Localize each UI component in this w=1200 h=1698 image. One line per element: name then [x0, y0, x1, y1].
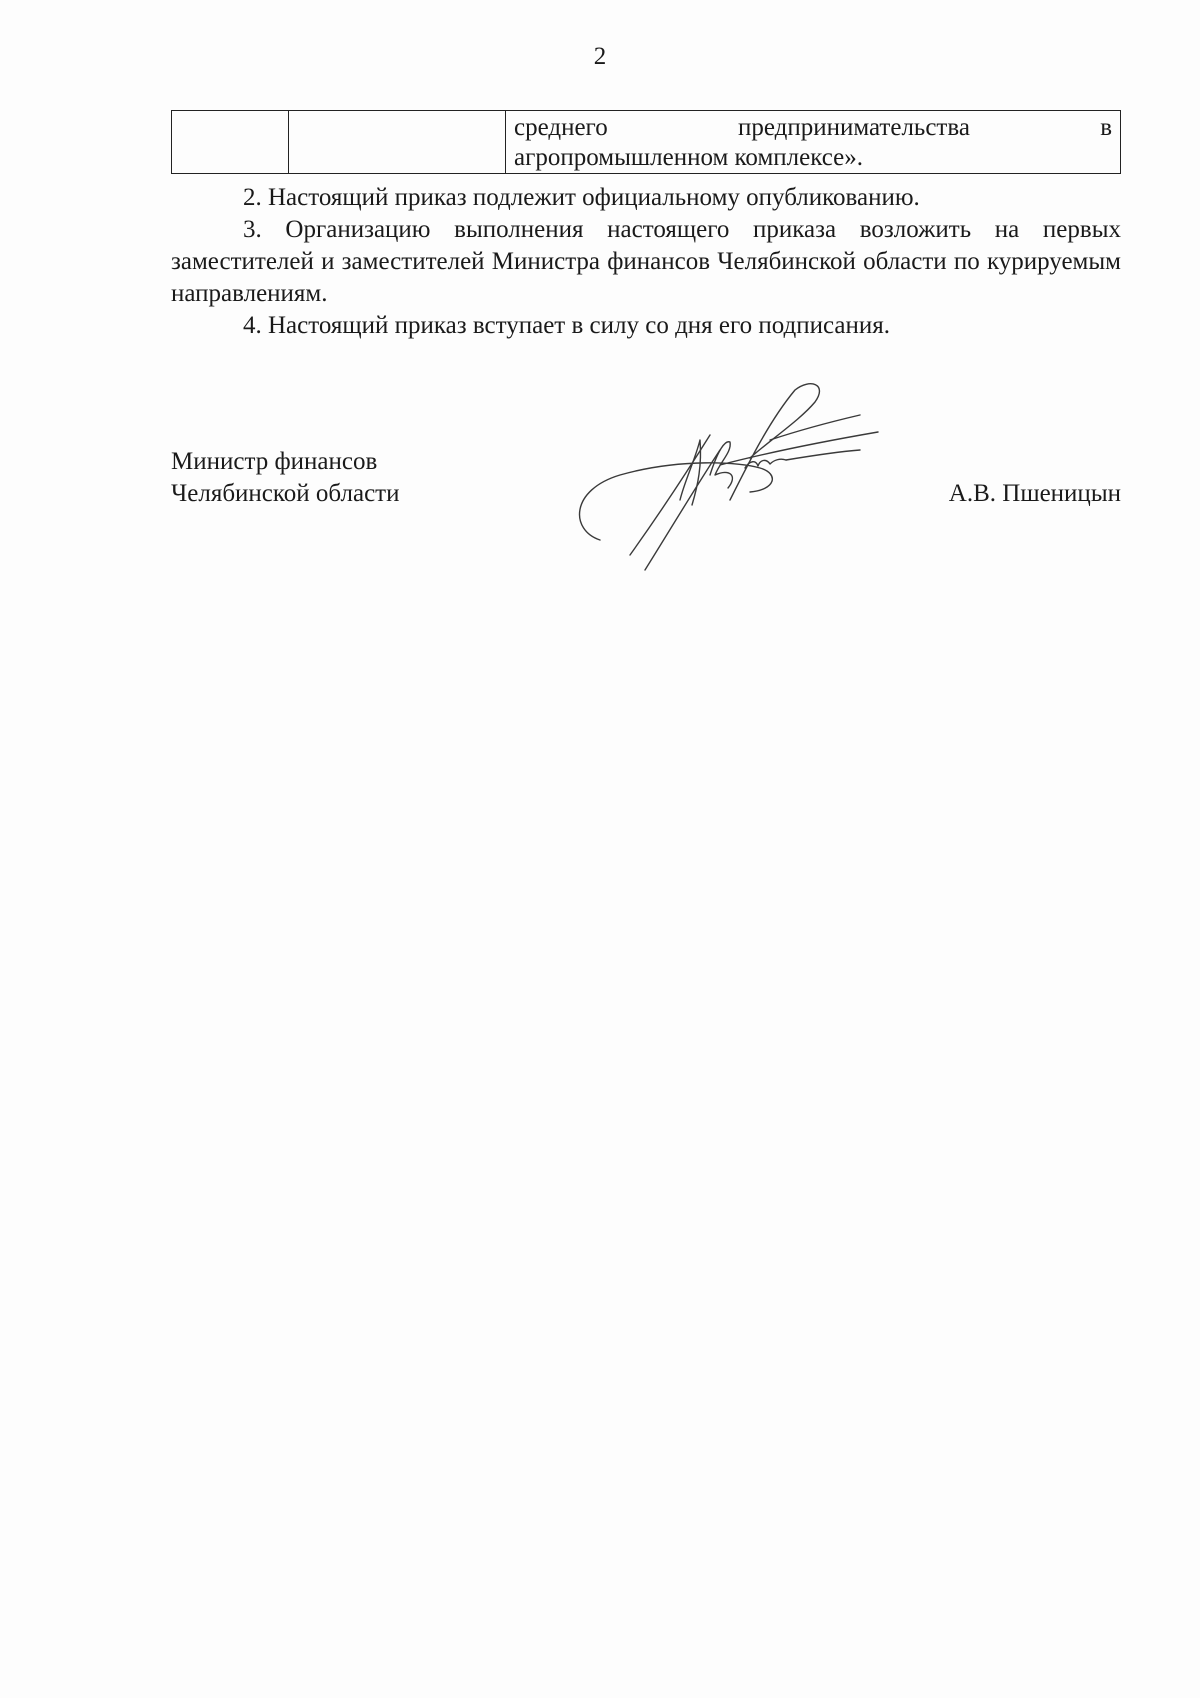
signatory-title-line-2: Челябинской области	[171, 480, 400, 507]
table-cell-description	[506, 111, 1121, 174]
clause-2: 2. Настоящий приказ подлежит официальному опубликованию.	[243, 184, 920, 211]
continuation-table	[171, 110, 1121, 174]
page-number: 2	[593, 43, 607, 70]
description-line-1	[514, 113, 1112, 143]
description-word: предпринимательства	[737, 114, 970, 141]
description-word: в	[1100, 114, 1112, 141]
signatory-title-line-1: Министр финансов	[171, 448, 378, 475]
handwritten-signature-icon	[560, 380, 900, 580]
description-word: среднего	[514, 114, 608, 141]
table-row	[172, 111, 1121, 174]
table-cell-code	[289, 111, 506, 174]
signatory-name: А.В. Пшеницын	[948, 480, 1121, 507]
signatory-title	[171, 446, 531, 510]
table-cell-number	[172, 111, 289, 174]
clause-4: 4. Настоящий приказ вступает в силу со дня его подписания.	[243, 312, 891, 339]
clause-3: 3. Организацию выполнения настоящего приказа возложить на первых заместителей и заместителей Министра финансов Челябинской области по курируемым направлениям.	[171, 216, 1121, 307]
description-line-2: агропромышленном комплексе».	[514, 144, 863, 171]
order-clauses	[171, 182, 1121, 342]
